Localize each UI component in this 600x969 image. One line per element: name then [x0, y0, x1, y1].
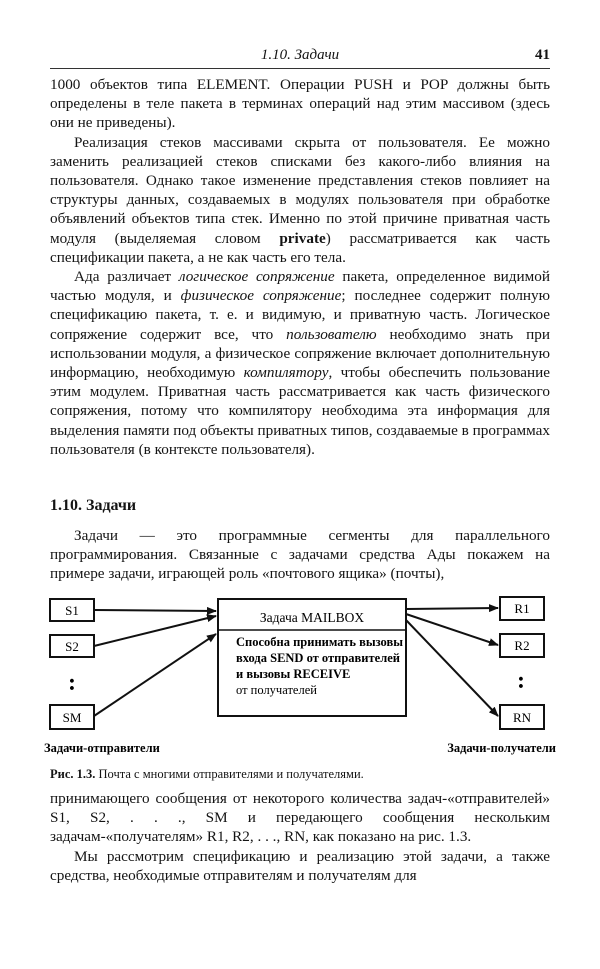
- receivers-group-label: Задачи-получатели: [447, 741, 556, 755]
- arrow-sm: [94, 634, 216, 716]
- arrow-r2: [406, 614, 498, 645]
- figure-caption-label: Рис. 1.3.: [50, 767, 96, 781]
- receiver-box-r2: [500, 634, 544, 657]
- sender-label-sm: SM: [62, 710, 82, 725]
- section-heading: 1.10. Задачи: [50, 497, 137, 514]
- paragraph-2-end: ) рассматривается как часть спецификации пакета, а не как часть его тела.: [50, 229, 550, 266]
- paragraph-5: принимающего сообщения от некоторого количества задач-«отправителей» S1, S2, . . ., SM и передающего сообщения нескольким задачам-«получателям» R1, R2, . . ., RN, как показано на рис. 1.3.: [50, 790, 550, 846]
- receiver-label-r1: R1: [514, 601, 530, 616]
- p3-text-5: , чтобы обеспечить пользование этим модулем. Приватная часть рассматривается как часть физического сопряжения, потому что компилятору необходима эта информация для выделения памяти под объекты приватных типов, создаваемые в программах пользователя (в контексте пользователя).: [50, 364, 551, 458]
- term-compiler: компилятору: [243, 364, 329, 382]
- sender-ellipsis: :: [68, 670, 76, 696]
- p3-text-4: необходимо знать при использовании модуля, а физическое сопряжение включает дополнительную информацию, необходимую: [50, 325, 550, 382]
- p3-text-1: Ада различает: [74, 268, 179, 286]
- paragraph-1: 1000 объектов типа ELEMENT. Операции PUSH и POP должны быть определены в теле пакета в терминах операций над этим массивом (здесь они не приведены).: [50, 76, 550, 132]
- arrow-s2: [94, 616, 216, 646]
- mailbox-box: [218, 599, 406, 716]
- header-title: 1.10. Задачи: [260, 47, 340, 63]
- term-logical-interface: логическое сопряжение: [178, 268, 335, 286]
- sender-box-sm: [50, 705, 94, 729]
- paragraph-4: Задачи — это программные сегменты для параллельного программирования. Связанные с задачами средства Ады покажем на примере задачи, играющей роль «почтового ящика» (почты),: [50, 527, 550, 583]
- receiver-label-r2: R2: [514, 638, 530, 653]
- sender-box-s2: [50, 635, 94, 657]
- arrow-s1: [94, 610, 216, 611]
- receiver-box-r1: [500, 597, 544, 620]
- arrow-rn: [406, 620, 498, 716]
- paragraph-6: Мы рассмотрим спецификацию и реализацию этой задачи, а также средства, необходимые отправителям и получателям для: [50, 847, 550, 884]
- text-block-bottom: [50, 789, 550, 885]
- mailbox-line-1: Способна принимать вызовы: [236, 635, 404, 649]
- p3-text-3: ; последнее содержит полную спецификацию пакета, т. е. и видимую, и приватную часть. Логическое сопряжение содержит все, что: [50, 287, 550, 343]
- mailbox-line-2: входа SEND от отправителей: [236, 651, 400, 665]
- paragraph-2-text: Реализация стеков массивами скрыта от пользователя. Ее можно заменить реализацией стеков списками без какого-либо влияния на пользователя. Однако такое изменение представления стеков повлияет на структуры данных, создаваемых в модулях пользователя при обработке объявлений объектов типа стек. Именно по этой причине приватная часть модуля (выделяемая словом: [50, 133, 550, 247]
- figure-caption: [50, 767, 550, 782]
- sender-label-s2: S2: [65, 639, 79, 654]
- page-number: 41: [535, 47, 550, 63]
- mailbox-title: Задача MAILBOX: [259, 610, 365, 625]
- receiver-label-rn: RN: [512, 710, 532, 725]
- term-physical-interface: физическое сопряжение: [180, 287, 342, 305]
- keyword-private: private: [279, 229, 326, 247]
- receiver-ellipsis: :: [517, 668, 525, 694]
- mailbox-line-3: и вызовы RECEIVE: [236, 667, 351, 681]
- sender-label-s1: S1: [65, 603, 79, 618]
- sender-box-s1: [50, 599, 94, 621]
- receiver-box-rn: [500, 705, 544, 729]
- senders-group-label: Задачи-отправители: [44, 741, 160, 755]
- figure-caption-text: Почта с многими отправителями и получателями.: [98, 767, 364, 781]
- term-user: пользователю: [286, 325, 377, 343]
- p3-text-2: пакета, определенное видимой частью модуля, и: [50, 268, 550, 305]
- arrow-r1: [406, 608, 498, 609]
- mailbox-line-4: от получателей: [236, 683, 317, 697]
